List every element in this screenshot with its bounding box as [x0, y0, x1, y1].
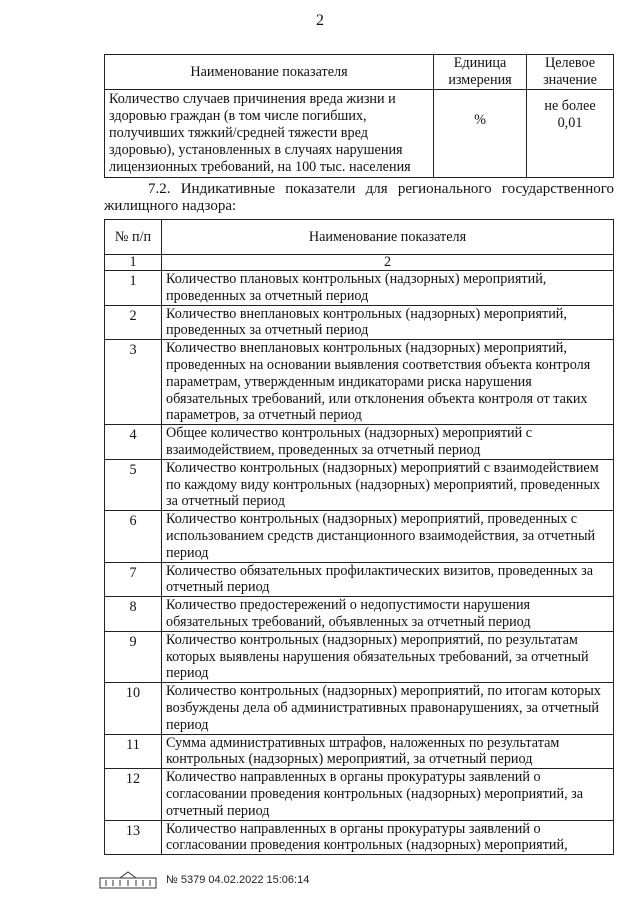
building-stamp-icon	[98, 870, 158, 890]
table-row	[105, 683, 614, 734]
row-number: 1	[105, 271, 162, 306]
header-number: № п/п	[105, 220, 162, 255]
row-indicator-name: Количество предостережений о недопустимости нарушения обязательных требований, объявленных за отчетный период	[162, 597, 614, 632]
column-index: 1	[105, 255, 162, 271]
row-number: 6	[105, 511, 162, 562]
row-number: 12	[105, 769, 162, 820]
column-index: 2	[162, 255, 614, 271]
column-index-row	[105, 255, 614, 271]
header-indicator-name: Наименование показателя	[105, 55, 434, 90]
page-number: 2	[316, 12, 324, 29]
row-indicator-name: Количество обязательных профилактических визитов, проведенных за отчетный период	[162, 562, 614, 597]
row-indicator-name: Количество внеплановых контрольных (надзорных) мероприятий, проведенных на основании выявления соответствия объекта контроля параметрам, утвержденным индикаторами риска нарушения обязательных требований, или отклонения объекта контроля от таких параметров, за отчетный период	[162, 340, 614, 425]
table-row	[105, 425, 614, 460]
row-number: 2	[105, 305, 162, 340]
table-row	[105, 562, 614, 597]
table-row	[105, 90, 614, 178]
row-number: 4	[105, 425, 162, 460]
row-indicator-name: Количество контрольных (надзорных) мероприятий с взаимодействием по каждому виду контрольных (надзорных) мероприятий, проведенных за отчетный период	[162, 459, 614, 510]
row-number: 5	[105, 459, 162, 510]
row-number: 11	[105, 734, 162, 769]
row-indicator-name: Количество контрольных (надзорных) мероприятий, проведенных с использованием средств дистанционного взаимодействия, за отчетный период	[162, 511, 614, 562]
header-unit: Единица измерения	[434, 55, 527, 90]
table-row	[105, 734, 614, 769]
document-registration-id: № 5379 04.02.2022 15:06:14	[166, 874, 310, 886]
row-indicator-name: Количество внеплановых контрольных (надзорных) мероприятий, проведенных за отчетный период	[162, 305, 614, 340]
indicator-unit: %	[434, 90, 527, 178]
indicative-indicators-table	[104, 219, 614, 855]
row-number: 8	[105, 597, 162, 632]
table-row	[105, 459, 614, 510]
indicator-target-table	[104, 54, 614, 178]
header-target-value: Целевое значение	[527, 55, 614, 90]
row-number: 7	[105, 562, 162, 597]
table-header-row	[105, 55, 614, 90]
row-number: 9	[105, 631, 162, 682]
row-indicator-name: Общее количество контрольных (надзорных) мероприятий с взаимодействием, проведенных за отчетный период	[162, 425, 614, 460]
footer	[98, 870, 309, 890]
row-indicator-name: Количество направленных в органы прокуратуры заявлений о согласовании проведения контрольных (надзорных) мероприятий,	[162, 820, 614, 855]
row-number: 3	[105, 340, 162, 425]
row-indicator-name: Количество плановых контрольных (надзорных) мероприятий, проведенных за отчетный период	[162, 271, 614, 306]
table-row	[105, 511, 614, 562]
row-indicator-name: Сумма административных штрафов, наложенных по результатам контрольных (надзорных) мероприятий, за отчетный период	[162, 734, 614, 769]
table-row	[105, 305, 614, 340]
table-header-row	[105, 220, 614, 255]
header-indicator-name: Наименование показателя	[162, 220, 614, 255]
table-row	[105, 340, 614, 425]
indicator-name: Количество случаев причинения вреда жизни и здоровью граждан (в том числе погибших, получивших тяжкий/средней тяжести вред здоровью), установленных в случаях нарушения лицензионных требований, на 100 тыс. населения	[105, 90, 434, 178]
row-indicator-name: Количество контрольных (надзорных) мероприятий, по результатам которых выявлены нарушения обязательных требований, за отчетный период	[162, 631, 614, 682]
table-row	[105, 597, 614, 632]
table-body	[105, 271, 614, 855]
indicator-value: не более 0,01	[527, 90, 614, 178]
row-number: 10	[105, 683, 162, 734]
table-row	[105, 820, 614, 855]
row-indicator-name: Количество контрольных (надзорных) мероприятий, по итогам которых возбуждены дела об административных правонарушениях, за отчетный период	[162, 683, 614, 734]
table-row	[105, 631, 614, 682]
section-heading: 7.2. Индикативные показатели для регионального государственного жилищного надзора:	[104, 181, 614, 214]
row-indicator-name: Количество направленных в органы прокуратуры заявлений о согласовании проведения контрольных (надзорных) мероприятий, за отчетный период	[162, 769, 614, 820]
table-row	[105, 271, 614, 306]
row-number: 13	[105, 820, 162, 855]
table-row	[105, 769, 614, 820]
